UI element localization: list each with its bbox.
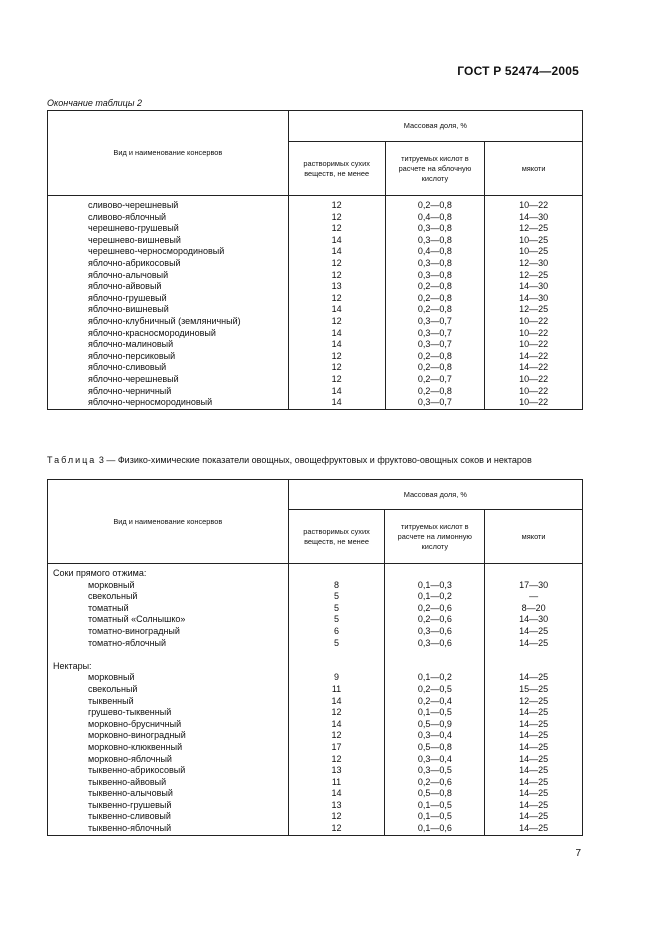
section-title-row xyxy=(48,564,583,580)
table-row xyxy=(48,212,583,224)
soluble-solids-cell: 12 xyxy=(288,730,385,742)
titratable-acids-cell: 0,4—0,8 xyxy=(385,212,485,224)
product-name-cell: томатно-яблочный xyxy=(48,638,289,650)
product-name-cell: сливово-яблочный xyxy=(48,212,289,224)
pulp-cell: 14—25 xyxy=(485,638,583,650)
titratable-acids-cell: 0,5—0,8 xyxy=(385,742,485,754)
titratable-acids-cell: 0,2—0,8 xyxy=(385,281,485,293)
titratable-acids-cell: 0,3—0,5 xyxy=(385,765,485,777)
titratable-acids-cell: 0,1—0,6 xyxy=(385,823,485,835)
table-row xyxy=(48,719,583,731)
table-row xyxy=(48,638,583,650)
soluble-solids-cell: 13 xyxy=(288,281,385,293)
soluble-solids-cell: 5 xyxy=(288,614,385,626)
pulp-cell: 14—25 xyxy=(485,730,583,742)
soluble-solids-cell: 8 xyxy=(288,580,385,592)
soluble-solids-cell: 12 xyxy=(288,754,385,766)
spacer-cell xyxy=(48,649,289,661)
product-name-cell: тыквенно-айвовый xyxy=(48,777,289,789)
product-name-cell: яблочно-алычовый xyxy=(48,270,289,282)
pulp-cell: 14—25 xyxy=(485,777,583,789)
table-row xyxy=(48,362,583,374)
empty-cell xyxy=(385,661,485,673)
titratable-acids-cell: 0,2—0,8 xyxy=(385,304,485,316)
page-number: 7 xyxy=(575,848,581,859)
section-title-row xyxy=(48,661,583,673)
product-name-cell: черешнево-грушевый xyxy=(48,223,289,235)
titratable-acids-cell: 0,3—0,8 xyxy=(385,235,485,247)
pulp-cell: 10—25 xyxy=(485,235,583,247)
product-name-cell: томатно-виноградный xyxy=(48,626,289,638)
table-row xyxy=(48,811,583,823)
pulp-cell: 12—25 xyxy=(485,270,583,282)
pulp-cell: 10—22 xyxy=(485,339,583,351)
table-row xyxy=(48,754,583,766)
table-row xyxy=(48,672,583,684)
soluble-solids-cell: 14 xyxy=(288,397,385,409)
table-row xyxy=(48,580,583,592)
table3-body xyxy=(48,564,583,836)
soluble-solids-cell: 14 xyxy=(288,339,385,351)
pulp-cell: 12—30 xyxy=(485,258,583,270)
pulp-cell: 10—22 xyxy=(485,397,583,409)
soluble-solids-cell: 12 xyxy=(288,223,385,235)
table3-header-name: Вид и наименование консервов xyxy=(48,480,289,564)
pulp-cell: 14—22 xyxy=(485,351,583,363)
product-name-cell: тыквенно-абрикосовый xyxy=(48,765,289,777)
pulp-cell: 14—25 xyxy=(485,823,583,835)
product-name-cell: яблочно-айвовый xyxy=(48,281,289,293)
table3 xyxy=(47,479,583,836)
product-name-cell: томатный xyxy=(48,603,289,615)
product-name-cell: яблочно-черносмородиновый xyxy=(48,397,289,409)
empty-cell xyxy=(485,661,583,673)
table-row xyxy=(48,223,583,235)
table-row xyxy=(48,707,583,719)
soluble-solids-cell: 13 xyxy=(288,800,385,812)
product-name-cell: морковный xyxy=(48,672,289,684)
product-name-cell: морковно-брусничный xyxy=(48,719,289,731)
pulp-cell: 10—25 xyxy=(485,246,583,258)
titratable-acids-cell: 0,2—0,6 xyxy=(385,603,485,615)
soluble-solids-cell: 12 xyxy=(288,212,385,224)
product-name-cell: яблочно-черешневый xyxy=(48,374,289,386)
pulp-cell: 14—30 xyxy=(485,293,583,305)
spacer-cell xyxy=(385,649,485,661)
pulp-cell: 10—22 xyxy=(485,196,583,212)
pulp-cell: 14—25 xyxy=(485,811,583,823)
table-row xyxy=(48,235,583,247)
table3-caption xyxy=(47,455,587,466)
document-standard-number: ГОСТ Р 52474—2005 xyxy=(457,64,579,78)
section-spacer xyxy=(48,649,583,661)
product-name-cell: яблочно-черничный xyxy=(48,386,289,398)
soluble-solids-cell: 12 xyxy=(288,270,385,282)
empty-cell xyxy=(485,564,583,580)
soluble-solids-cell: 14 xyxy=(288,788,385,800)
pulp-cell: 10—22 xyxy=(485,328,583,340)
product-name-cell: яблочно-вишневый xyxy=(48,304,289,316)
spacer-cell xyxy=(485,649,583,661)
table-row xyxy=(48,270,583,282)
product-name-cell: морковно-виноградный xyxy=(48,730,289,742)
pulp-cell: 10—22 xyxy=(485,374,583,386)
table-row xyxy=(48,196,583,212)
titratable-acids-cell: 0,3—0,7 xyxy=(385,328,485,340)
table-row xyxy=(48,304,583,316)
product-name-cell: яблочно-персиковый xyxy=(48,351,289,363)
pulp-cell: 14—25 xyxy=(485,742,583,754)
product-name-cell: черешнево-черносмородиновый xyxy=(48,246,289,258)
titratable-acids-cell: 0,3—0,7 xyxy=(385,397,485,409)
table-row xyxy=(48,339,583,351)
product-name-cell: томатный «Солнышко» xyxy=(48,614,289,626)
titratable-acids-cell: 0,3—0,6 xyxy=(385,638,485,650)
soluble-solids-cell: 12 xyxy=(288,707,385,719)
titratable-acids-cell: 0,2—0,8 xyxy=(385,386,485,398)
soluble-solids-cell: 12 xyxy=(288,351,385,363)
soluble-solids-cell: 12 xyxy=(288,374,385,386)
table-row xyxy=(48,777,583,789)
table-row xyxy=(48,328,583,340)
soluble-solids-cell: 12 xyxy=(288,362,385,374)
table-row xyxy=(48,603,583,615)
titratable-acids-cell: 0,3—0,4 xyxy=(385,754,485,766)
titratable-acids-cell: 0,5—0,8 xyxy=(385,788,485,800)
titratable-acids-cell: 0,5—0,9 xyxy=(385,719,485,731)
soluble-solids-cell: 14 xyxy=(288,719,385,731)
soluble-solids-cell: 14 xyxy=(288,696,385,708)
titratable-acids-cell: 0,1—0,5 xyxy=(385,811,485,823)
pulp-cell: 10—22 xyxy=(485,386,583,398)
titratable-acids-cell: 0,1—0,2 xyxy=(385,672,485,684)
table-row xyxy=(48,614,583,626)
pulp-cell: 14—30 xyxy=(485,212,583,224)
table-row xyxy=(48,765,583,777)
product-name-cell: яблочно-сливовый xyxy=(48,362,289,374)
product-name-cell: тыквенно-сливовый xyxy=(48,811,289,823)
empty-cell xyxy=(288,661,385,673)
pulp-cell: 14—25 xyxy=(485,719,583,731)
soluble-solids-cell: 14 xyxy=(288,386,385,398)
table2-header-soluble-solids: растворимых сухих веществ, не менее xyxy=(288,142,385,196)
titratable-acids-cell: 0,3—0,8 xyxy=(385,270,485,282)
product-name-cell: яблочно-грушевый xyxy=(48,293,289,305)
table2-body xyxy=(48,196,583,410)
titratable-acids-cell: 0,3—0,4 xyxy=(385,730,485,742)
pulp-cell: 14—25 xyxy=(485,626,583,638)
pulp-cell: 14—25 xyxy=(485,788,583,800)
table-row xyxy=(48,591,583,603)
soluble-solids-cell: 5 xyxy=(288,591,385,603)
table-row xyxy=(48,374,583,386)
soluble-solids-cell: 13 xyxy=(288,765,385,777)
pulp-cell: 14—30 xyxy=(485,281,583,293)
titratable-acids-cell: 0,1—0,2 xyxy=(385,591,485,603)
product-name-cell: сливово-черешневый xyxy=(48,196,289,212)
soluble-solids-cell: 14 xyxy=(288,235,385,247)
soluble-solids-cell: 11 xyxy=(288,777,385,789)
soluble-solids-cell: 9 xyxy=(288,672,385,684)
pulp-cell: 12—25 xyxy=(485,696,583,708)
titratable-acids-cell: 0,2—0,8 xyxy=(385,293,485,305)
soluble-solids-cell: 17 xyxy=(288,742,385,754)
product-name-cell: черешнево-вишневый xyxy=(48,235,289,247)
table-row xyxy=(48,742,583,754)
product-name-cell: тыквенно-алычовый xyxy=(48,788,289,800)
pulp-cell: 14—25 xyxy=(485,800,583,812)
table3-header-mass-fraction: Массовая доля, % xyxy=(288,480,582,510)
table-row xyxy=(48,246,583,258)
spacer-cell xyxy=(288,649,385,661)
product-name-cell: тыквенный xyxy=(48,696,289,708)
soluble-solids-cell: 11 xyxy=(288,684,385,696)
pulp-cell: 8—20 xyxy=(485,603,583,615)
pulp-cell: 14—30 xyxy=(485,614,583,626)
section-title: Соки прямого отжима: xyxy=(48,564,289,580)
pulp-cell: 14—25 xyxy=(485,765,583,777)
table-row xyxy=(48,258,583,270)
titratable-acids-cell: 0,2—0,8 xyxy=(385,362,485,374)
pulp-cell: 10—22 xyxy=(485,316,583,328)
product-name-cell: морковный xyxy=(48,580,289,592)
pulp-cell: 14—22 xyxy=(485,362,583,374)
table3-header-soluble-solids: растворимых сухих веществ, не менее xyxy=(288,510,385,564)
table2 xyxy=(47,110,583,410)
titratable-acids-cell: 0,3—0,7 xyxy=(385,316,485,328)
product-name-cell: свекольный xyxy=(48,684,289,696)
titratable-acids-cell: 0,2—0,6 xyxy=(385,777,485,789)
soluble-solids-cell: 5 xyxy=(288,638,385,650)
table2-caption: Окончание таблицы 2 xyxy=(47,98,142,108)
soluble-solids-cell: 14 xyxy=(288,328,385,340)
product-name-cell: морковно-яблочный xyxy=(48,754,289,766)
titratable-acids-cell: 0,3—0,6 xyxy=(385,626,485,638)
table2-header-mass-fraction: Массовая доля, % xyxy=(288,111,582,142)
table-row xyxy=(48,386,583,398)
table-row xyxy=(48,800,583,812)
titratable-acids-cell: 0,2—0,7 xyxy=(385,374,485,386)
titratable-acids-cell: 0,3—0,7 xyxy=(385,339,485,351)
pulp-cell: 12—25 xyxy=(485,223,583,235)
empty-cell xyxy=(288,564,385,580)
soluble-solids-cell: 5 xyxy=(288,603,385,615)
empty-cell xyxy=(385,564,485,580)
titratable-acids-cell: 0,2—0,6 xyxy=(385,614,485,626)
soluble-solids-cell: 14 xyxy=(288,246,385,258)
soluble-solids-cell: 12 xyxy=(288,823,385,835)
pulp-cell: 14—25 xyxy=(485,754,583,766)
table3-header-pulp: мякоти xyxy=(485,510,583,564)
pulp-cell: 17—30 xyxy=(485,580,583,592)
product-name-cell: тыквенно-яблочный xyxy=(48,823,289,835)
titratable-acids-cell: 0,1—0,5 xyxy=(385,800,485,812)
table-row xyxy=(48,730,583,742)
product-name-cell: яблочно-клубничный (земляничный) xyxy=(48,316,289,328)
titratable-acids-cell: 0,1—0,5 xyxy=(385,707,485,719)
table-row xyxy=(48,293,583,305)
table-row xyxy=(48,281,583,293)
product-name-cell: яблочно-абрикосовый xyxy=(48,258,289,270)
soluble-solids-cell: 14 xyxy=(288,304,385,316)
soluble-solids-cell: 12 xyxy=(288,196,385,212)
product-name-cell: свекольный xyxy=(48,591,289,603)
table3-caption-label: Таблица xyxy=(47,455,97,465)
table2-header-titratable-acids: титруемых кислот в расчете на яблочную кислоту xyxy=(385,142,485,196)
table2-header-pulp: мякоти xyxy=(485,142,583,196)
titratable-acids-cell: 0,2—0,8 xyxy=(385,351,485,363)
pulp-cell: — xyxy=(485,591,583,603)
soluble-solids-cell: 12 xyxy=(288,316,385,328)
titratable-acids-cell: 0,2—0,5 xyxy=(385,684,485,696)
product-name-cell: морковно-клюквенный xyxy=(48,742,289,754)
pulp-cell: 12—25 xyxy=(485,304,583,316)
pulp-cell: 15—25 xyxy=(485,684,583,696)
table-row xyxy=(48,626,583,638)
table-row xyxy=(48,823,583,835)
titratable-acids-cell: 0,1—0,3 xyxy=(385,580,485,592)
titratable-acids-cell: 0,3—0,8 xyxy=(385,223,485,235)
table3-caption-text: 3 — Физико-химические показатели овощных, овощефруктовых и фруктово-овощных соков и нектаров xyxy=(98,455,532,465)
soluble-solids-cell: 12 xyxy=(288,258,385,270)
product-name-cell: яблочно-красносмородиновый xyxy=(48,328,289,340)
table3-header-titratable-acids: титруемых кислот в расчете на лимонную кислоту xyxy=(385,510,485,564)
table-row xyxy=(48,397,583,409)
table-row xyxy=(48,684,583,696)
soluble-solids-cell: 12 xyxy=(288,811,385,823)
titratable-acids-cell: 0,2—0,8 xyxy=(385,196,485,212)
titratable-acids-cell: 0,4—0,8 xyxy=(385,246,485,258)
section-title: Нектары: xyxy=(48,661,289,673)
product-name-cell: яблочно-малиновый xyxy=(48,339,289,351)
soluble-solids-cell: 6 xyxy=(288,626,385,638)
titratable-acids-cell: 0,2—0,4 xyxy=(385,696,485,708)
table-row xyxy=(48,696,583,708)
soluble-solids-cell: 12 xyxy=(288,293,385,305)
pulp-cell: 14—25 xyxy=(485,707,583,719)
titratable-acids-cell: 0,3—0,8 xyxy=(385,258,485,270)
table2-header-name: Вид и наименование консервов xyxy=(48,111,289,196)
pulp-cell: 14—25 xyxy=(485,672,583,684)
table-row xyxy=(48,316,583,328)
table-row xyxy=(48,788,583,800)
product-name-cell: тыквенно-грушевый xyxy=(48,800,289,812)
product-name-cell: грушево-тыквенный xyxy=(48,707,289,719)
table-row xyxy=(48,351,583,363)
